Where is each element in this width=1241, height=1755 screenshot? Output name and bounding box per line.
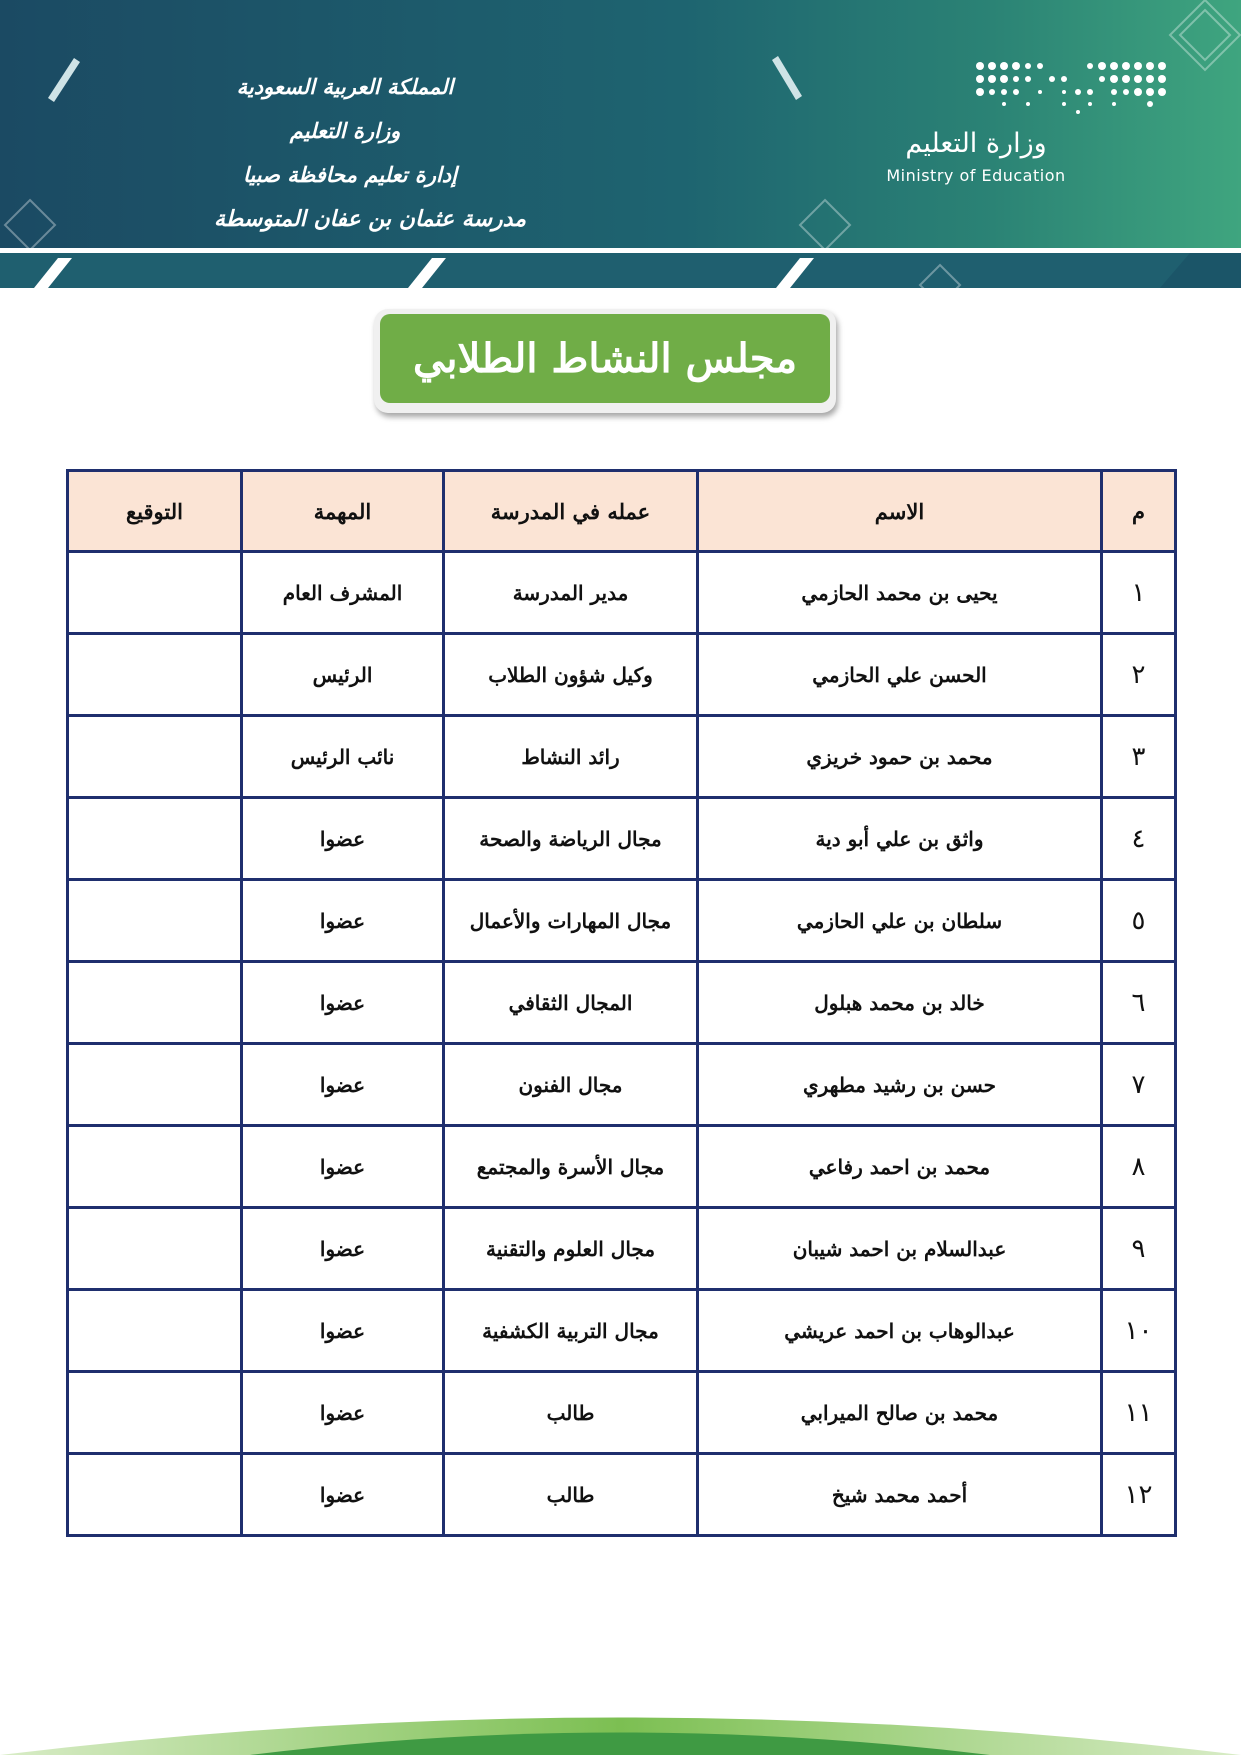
cell-signature[interactable] bbox=[68, 1208, 242, 1290]
cell-job: طالب bbox=[444, 1372, 698, 1454]
cell-job: مجال الفنون bbox=[444, 1044, 698, 1126]
cell-name: سلطان بن علي الحازمي bbox=[698, 880, 1102, 962]
cell-name: حسن بن رشيد مطهري bbox=[698, 1044, 1102, 1126]
cell-name: واثق بن علي أبو دية bbox=[698, 798, 1102, 880]
table-row bbox=[68, 552, 1176, 634]
cell-job: مجال التربية الكشفية bbox=[444, 1290, 698, 1372]
title-banner bbox=[374, 309, 836, 413]
cell-role: عضوا bbox=[242, 1372, 444, 1454]
cell-name: عبدالسلام بن احمد شيبان bbox=[698, 1208, 1102, 1290]
cell-name: يحيى بن محمد الحازمي bbox=[698, 552, 1102, 634]
table-row bbox=[68, 880, 1176, 962]
cell-role: عضوا bbox=[242, 1208, 444, 1290]
cell-number: ١١ bbox=[1102, 1372, 1176, 1454]
cell-number: ١ bbox=[1102, 552, 1176, 634]
table-row bbox=[68, 1372, 1176, 1454]
cell-job: طالب bbox=[444, 1454, 698, 1536]
cell-name: محمد بن صالح الميرابي bbox=[698, 1372, 1102, 1454]
table-row bbox=[68, 1454, 1176, 1536]
table-row bbox=[68, 1290, 1176, 1372]
ministry-logo-arabic: وزارة التعليم bbox=[905, 128, 1047, 159]
header-line-directorate: إدارة تعليم محافظة صبيا bbox=[243, 162, 457, 187]
council-members-table bbox=[66, 469, 1177, 1537]
cell-signature[interactable] bbox=[68, 552, 242, 634]
cell-job: مدير المدرسة bbox=[444, 552, 698, 634]
cell-name: عبدالوهاب بن احمد عريشي bbox=[698, 1290, 1102, 1372]
cell-role: عضوا bbox=[242, 1290, 444, 1372]
cell-role: عضوا bbox=[242, 1454, 444, 1536]
column-header-signature: التوقيع bbox=[68, 471, 242, 552]
table-row bbox=[68, 1208, 1176, 1290]
cell-number: ٨ bbox=[1102, 1126, 1176, 1208]
table-row bbox=[68, 716, 1176, 798]
cell-number: ٢ bbox=[1102, 634, 1176, 716]
cell-job: مجال المهارات والأعمال bbox=[444, 880, 698, 962]
column-header-job: عمله في المدرسة bbox=[444, 471, 698, 552]
cell-signature[interactable] bbox=[68, 798, 242, 880]
header-banner bbox=[0, 0, 1241, 290]
cell-role: عضوا bbox=[242, 1126, 444, 1208]
cell-number: ٦ bbox=[1102, 962, 1176, 1044]
cell-name: خالد بن محمد هبلول bbox=[698, 962, 1102, 1044]
cell-job: مجال الأسرة والمجتمع bbox=[444, 1126, 698, 1208]
cell-signature[interactable] bbox=[68, 716, 242, 798]
cell-signature[interactable] bbox=[68, 1044, 242, 1126]
cell-role: عضوا bbox=[242, 880, 444, 962]
cell-name: محمد بن احمد رفاعي bbox=[698, 1126, 1102, 1208]
cell-role: عضوا bbox=[242, 962, 444, 1044]
cell-signature[interactable] bbox=[68, 1454, 242, 1536]
cell-job: مجال العلوم والتقنية bbox=[444, 1208, 698, 1290]
cell-role: المشرف العام bbox=[242, 552, 444, 634]
table-row bbox=[68, 1126, 1176, 1208]
cell-number: ٣ bbox=[1102, 716, 1176, 798]
cell-signature[interactable] bbox=[68, 880, 242, 962]
footer-decoration bbox=[0, 1690, 1241, 1755]
cell-number: ٤ bbox=[1102, 798, 1176, 880]
header-line-ministry: وزارة التعليم bbox=[289, 118, 401, 143]
column-header-name: الاسم bbox=[698, 471, 1102, 552]
cell-signature[interactable] bbox=[68, 962, 242, 1044]
cell-number: ٧ bbox=[1102, 1044, 1176, 1126]
column-header-role: المهمة bbox=[242, 471, 444, 552]
table-row bbox=[68, 634, 1176, 716]
cell-signature[interactable] bbox=[68, 1126, 242, 1208]
header-line-kingdom: المملكة العربية السعودية bbox=[236, 74, 454, 99]
cell-name: الحسن علي الحازمي bbox=[698, 634, 1102, 716]
cell-role: نائب الرئيس bbox=[242, 716, 444, 798]
cell-signature[interactable] bbox=[68, 1290, 242, 1372]
cell-role: الرئيس bbox=[242, 634, 444, 716]
cell-name: أحمد محمد شيخ bbox=[698, 1454, 1102, 1536]
cell-job: رائد النشاط bbox=[444, 716, 698, 798]
table-header-row bbox=[68, 471, 1176, 552]
cell-number: ٥ bbox=[1102, 880, 1176, 962]
cell-number: ١٢ bbox=[1102, 1454, 1176, 1536]
column-header-number: م bbox=[1102, 471, 1176, 552]
table-row bbox=[68, 1044, 1176, 1126]
table-row bbox=[68, 798, 1176, 880]
cell-number: ٩ bbox=[1102, 1208, 1176, 1290]
title-banner-inner bbox=[380, 314, 830, 403]
cell-job: مجال الرياضة والصحة bbox=[444, 798, 698, 880]
cell-job: المجال الثقافي bbox=[444, 962, 698, 1044]
cell-job: وكيل شؤون الطلاب bbox=[444, 634, 698, 716]
page-title: مجلس النشاط الطلابي bbox=[412, 335, 798, 382]
cell-role: عضوا bbox=[242, 1044, 444, 1126]
ministry-logo-english: Ministry of Education bbox=[886, 166, 1066, 185]
table-row bbox=[68, 962, 1176, 1044]
cell-name: محمد بن حمود خريزي bbox=[698, 716, 1102, 798]
cell-number: ١٠ bbox=[1102, 1290, 1176, 1372]
header-line-school: مدرسة عثمان بن عفان المتوسطة bbox=[214, 206, 526, 232]
cell-signature[interactable] bbox=[68, 1372, 242, 1454]
cell-role: عضوا bbox=[242, 798, 444, 880]
cell-signature[interactable] bbox=[68, 634, 242, 716]
